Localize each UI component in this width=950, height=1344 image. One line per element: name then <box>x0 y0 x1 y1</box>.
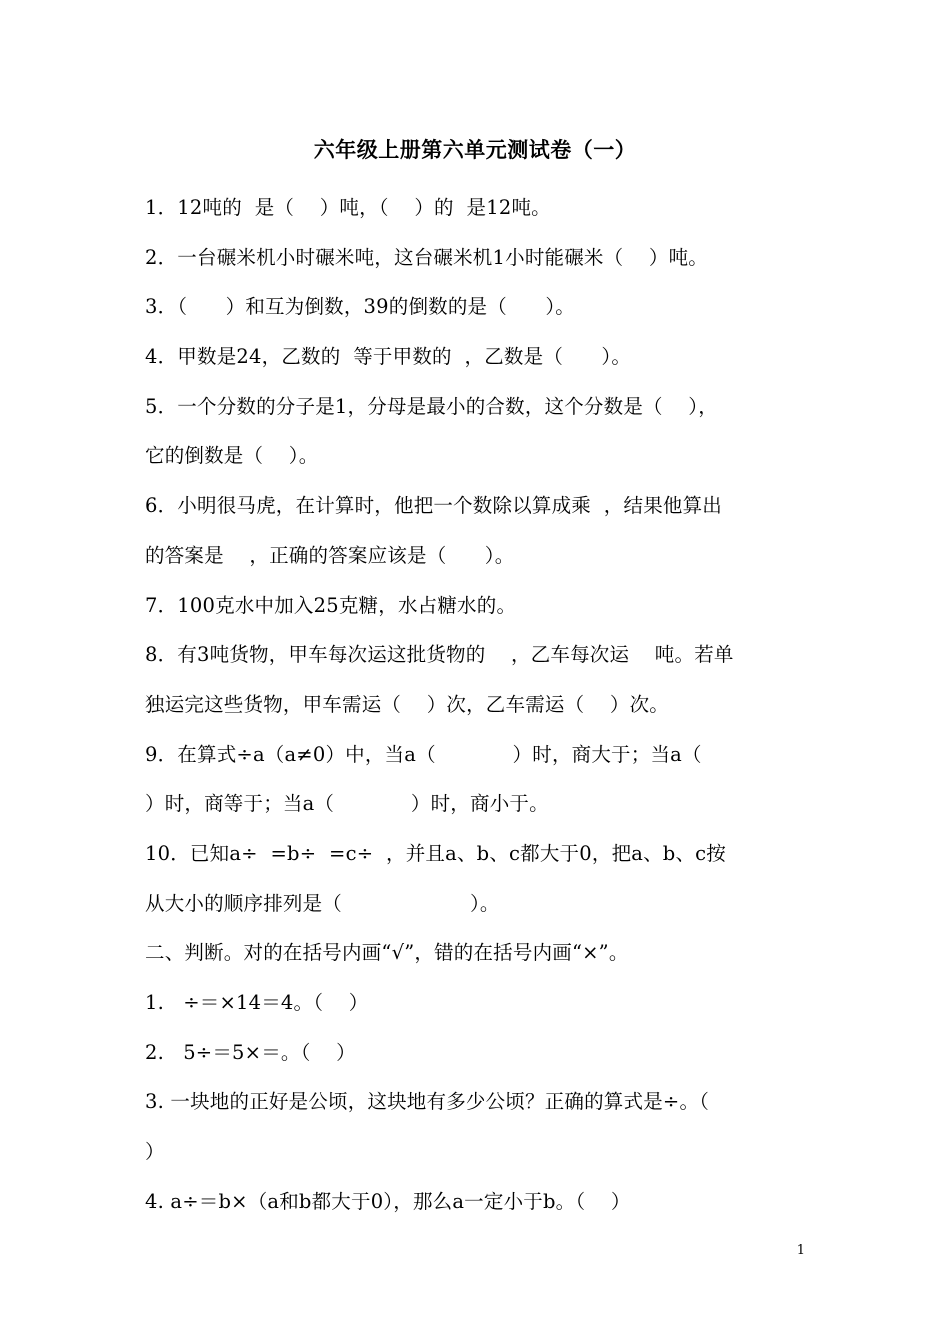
page-title: 六年级上册第六单元测试卷（一） <box>313 137 637 162</box>
judgment-3: 3. 一块地的正好是公顷，这块地有多少公顷？正确的算式是÷。（ <box>145 1090 710 1114</box>
question-6: 6．小明很马虎，在计算时，他把一个数除以算成乘 ，结果他算出 <box>145 494 723 518</box>
document-body <box>145 183 810 1226</box>
question-5-continued: 它的倒数是（ ）。 <box>145 444 319 468</box>
question-5: 5．一个分数的分子是1，分母是最小的合数，这个分数是（ ）， <box>145 394 718 418</box>
question-6-continued: 的答案是 ，正确的答案应该是（ ）。 <box>145 543 515 567</box>
question-4: 4．甲数是24，乙数的 等于甲数的 ，乙数是（ ）。 <box>145 345 632 369</box>
question-8: 8．有3吨货物，甲车每次运这批货物的 ，乙车每次运 吨。若单 <box>145 643 734 667</box>
judgment-3-continued: ） <box>145 1140 165 1164</box>
question-10: 10．已知a÷ =b÷ =c÷ ，并且a、b、c都大于0，把a、b、c按 <box>145 841 726 865</box>
judgment-4: 4. a÷＝b×（a和b都大于0），那么a一定小于b。（ ） <box>145 1189 631 1213</box>
judgment-2: 2. 5÷＝5×＝。（ ） <box>145 1040 356 1064</box>
question-1: 1．12吨的 是（ ）吨，（ ）的 是12吨。 <box>145 196 551 219</box>
question-9-continued: ）时，商等于；当a（ ）时，商小于。 <box>145 792 549 816</box>
question-8-continued: 独运完这些货物，甲车需运（ ）次，乙车需运（ ）次。 <box>145 692 669 716</box>
judgment-1: 1. ÷＝×14＝4。（ ） <box>145 991 369 1014</box>
question-3: 3．（ ）和互为倒数，39的倒数的是（ ）。 <box>145 295 576 319</box>
question-9: 9．在算式÷a（a≠0）中，当a（ ）时，商大于；当a（ <box>145 742 702 766</box>
question-10-continued: 从大小的顺序排列是（ ）。 <box>145 891 500 915</box>
page-number: 1 <box>796 1243 805 1258</box>
section-heading-judgment: 二、判断。对的在括号内画“√”，错的在括号内画“×”。 <box>145 941 629 965</box>
question-2: 2．一台碾米机小时碾米吨，这台碾米机1小时能碾米（ ）吨。 <box>145 245 709 269</box>
question-7: 7．100克水中加入25克糖，水占糖水的。 <box>145 593 517 617</box>
